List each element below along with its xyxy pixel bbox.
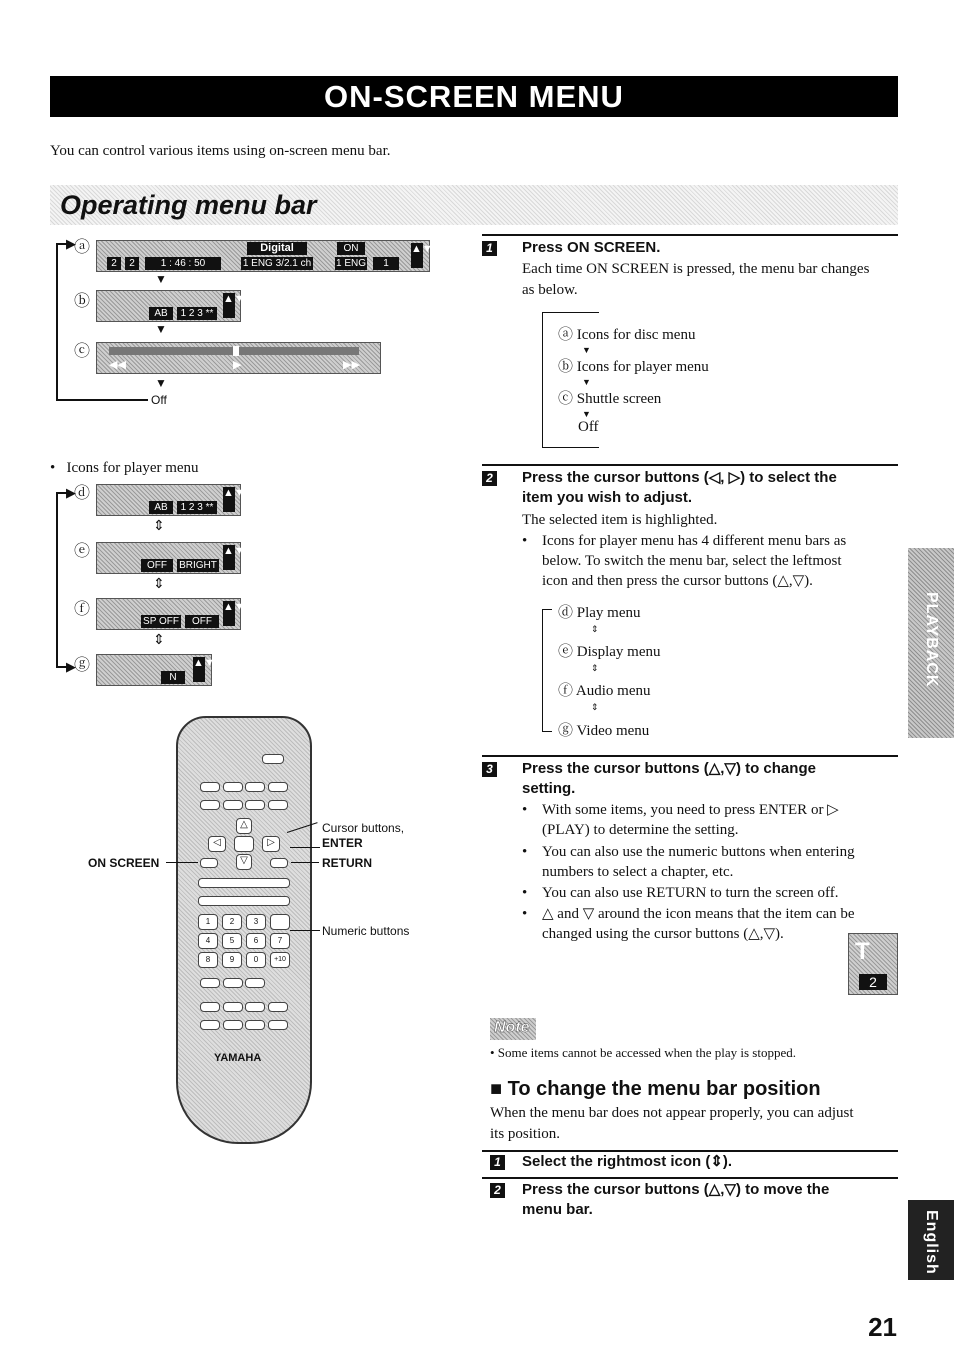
marker-c: ⓒ — [74, 343, 91, 360]
note-text: • Some items cannot be accessed when the play is stopped. — [490, 1045, 797, 1060]
marker-g: ⓖ — [74, 657, 91, 674]
step-title: Press ON SCREEN. — [522, 239, 661, 256]
key-5[interactable]: 5 — [222, 933, 242, 949]
marker-f: ⓕ — [74, 601, 91, 618]
return-button[interactable] — [270, 858, 288, 868]
bullet-text: You can also use RETURN to turn the screen off. — [542, 885, 839, 901]
step-number: 1 — [490, 1155, 505, 1170]
arrow-right-icon: ▶ — [66, 485, 76, 500]
key-3[interactable]: 3 — [246, 914, 266, 930]
sequence-item: ⓐ Icons for disc menu — [558, 323, 695, 344]
cursor-right-button[interactable]: ▷ — [262, 836, 280, 852]
playback-tab: PLAYBACK — [908, 548, 954, 738]
skip-buttons[interactable] — [198, 896, 290, 906]
play-icon: ▶ — [233, 359, 242, 371]
cursor-buttons-label: Cursor buttons, — [322, 821, 405, 835]
step-rule — [482, 234, 898, 236]
arrow-down-icon: ▼ — [155, 322, 167, 336]
bullet-text: changed using the cursor buttons (△,▽). — [542, 926, 784, 942]
updown-arrow-icon: ⇕ — [153, 519, 165, 534]
updown-arrow-icon: ⇕ — [591, 702, 599, 712]
updown-arrow-icon: ⇕ — [153, 577, 165, 592]
step-title: menu bar. — [522, 1201, 593, 1218]
english-tab: English — [908, 1200, 954, 1280]
step-text: Each time ON SCREEN is pressed, the menu bar changes as below. — [522, 261, 870, 298]
key-7[interactable]: 7 — [270, 933, 290, 949]
page-title: ON-SCREEN MENU — [50, 76, 898, 117]
audio-menu-bar: SP OFF OFF ▲▼ — [96, 598, 241, 630]
section-title: Operating menu bar — [60, 190, 317, 220]
bullet-text: icon and then press the cursor buttons (△,▽). — [542, 573, 813, 589]
marker-e: ⓔ — [74, 543, 91, 560]
step-number: 2 — [482, 471, 497, 486]
disc-menu-bar: 2 2 1 : 46 : 50 Digital 1 ENG 3/2.1 ch ON 1 ENG 1 ▲▼ — [96, 240, 430, 272]
bullet-text: below. To switch the menu bar, select the leftmost — [542, 553, 842, 569]
sequence-item: ⓒ Shuttle screen — [558, 387, 661, 408]
step-text: The selected item is highlighted. — [522, 512, 718, 528]
open-close-button[interactable] — [262, 754, 284, 764]
step-rule — [482, 1177, 898, 1179]
cycle-line — [56, 492, 58, 668]
step-title: Press the cursor buttons (△,▽) to change — [522, 760, 816, 777]
marker-d: ⓓ — [74, 485, 91, 502]
sequence-item: ⓓ Play menu — [558, 605, 641, 621]
arrow-down-icon: ▼ — [582, 409, 591, 419]
key-2[interactable]: 2 — [222, 914, 242, 930]
sequence-item: Off — [578, 419, 599, 435]
updown-arrow-icon: ⇕ — [591, 663, 599, 673]
note-label: Note — [494, 1019, 530, 1036]
updown-arrow-icon: ⇕ — [153, 633, 165, 648]
updown-icon: ▲▼ — [223, 293, 235, 318]
sequence-item: ⓖ Video menu — [558, 723, 650, 739]
yamaha-logo: YAMAHA — [214, 1052, 262, 1064]
cursor-down-button[interactable]: ▽ — [236, 854, 252, 870]
arrow-right-icon: ▶ — [66, 659, 76, 674]
key-plus10[interactable]: +10 — [270, 952, 290, 968]
subsection-title: ■ To change the menu bar position — [490, 1078, 821, 1100]
updown-icon: ▲▼ — [411, 243, 423, 268]
bullet-text: numbers to select a chapter, etc. — [542, 864, 734, 880]
cycle-line — [542, 609, 543, 731]
arrow-down-icon: ▼ — [582, 345, 591, 355]
key-8[interactable]: 8 — [198, 952, 218, 968]
play-menu-bar: AB 1 2 3 ** ▲▼ — [96, 484, 241, 516]
cursor-up-button[interactable]: △ — [236, 818, 252, 834]
updown-icon: ▲▼ — [223, 545, 235, 570]
player-menu-bar: AB 1 2 3 ** ▲▼ — [96, 290, 241, 322]
transport-buttons[interactable] — [198, 878, 290, 888]
updown-arrow-icon: ⇕ — [591, 624, 599, 634]
numeric-buttons-label: Numeric buttons — [322, 924, 410, 938]
step-title: Press the cursor buttons (◁, ▷) to select the — [522, 469, 837, 486]
bullet-text: You can also use the numeric buttons when entering — [542, 844, 855, 860]
off-label: Off — [151, 393, 167, 407]
on-screen-button[interactable] — [200, 858, 218, 868]
step-title: item you wish to adjust. — [522, 489, 693, 506]
updown-icon: ▲▼ — [193, 657, 205, 682]
shuttle-position — [233, 346, 239, 356]
disc-icon: T 2 — [848, 933, 898, 995]
bullet-text: △ and ▽ around the icon means that the item can be — [542, 906, 855, 922]
key-9[interactable]: 9 — [222, 952, 242, 968]
updown-icon: ▲▼ — [223, 487, 235, 512]
key-1[interactable]: 1 — [198, 914, 218, 930]
step-title: Press the cursor buttons (△,▽) to move the — [522, 1181, 830, 1198]
on-screen-label: ON SCREEN — [88, 856, 160, 870]
marker-b: ⓑ — [74, 293, 91, 310]
bullet-text: Icons for player menu has 4 different menu bars as — [542, 533, 847, 549]
fast-forward-icon: ▶▶ — [343, 359, 360, 371]
subsection-text: its position. — [490, 1126, 561, 1142]
bullet-text: (PLAY) to determine the setting. — [542, 822, 739, 838]
arrow-down-icon: ▼ — [582, 377, 591, 387]
cursor-left-button[interactable]: ◁ — [208, 836, 226, 852]
arrow-down-icon: ▼ — [155, 376, 167, 390]
intro-text: You can control various items using on-screen menu bar. — [50, 143, 391, 159]
video-menu-bar: N ▲▼ — [96, 654, 212, 686]
sequence-item: ⓑ Icons for player menu — [558, 355, 709, 376]
enter-label: ENTER — [322, 836, 363, 850]
bullet-text: With some items, you need to press ENTER or ▷ — [542, 802, 839, 818]
rewind-icon: ◀◀ — [109, 359, 126, 371]
step-title: Select the rightmost icon (⇕). — [522, 1153, 733, 1170]
step-rule — [482, 755, 898, 757]
sequence-item: ⓔ Display menu — [558, 644, 661, 660]
key-6[interactable]: 6 — [246, 933, 266, 949]
return-label: RETURN — [322, 856, 372, 870]
sequence-item: ⓕ Audio menu — [558, 683, 651, 699]
step-number: 3 — [482, 762, 497, 777]
key-0[interactable]: 0 — [246, 952, 266, 968]
loop-line — [56, 243, 58, 401]
marker-a: ⓐ — [74, 239, 91, 256]
shuttle-screen-bar — [96, 342, 381, 374]
subsection-text: When the menu bar does not appear properly, you can adjust — [490, 1105, 854, 1121]
display-menu-bar: OFF BRIGHT ▲▼ — [96, 542, 241, 574]
arrow-down-icon: ▼ — [155, 272, 167, 286]
player-menu-caption: • Icons for player menu — [50, 460, 199, 476]
step-number: 2 — [490, 1183, 505, 1198]
page-number: 21 — [868, 1312, 897, 1342]
step-title: setting. — [522, 780, 576, 797]
updown-icon: ▲▼ — [223, 601, 235, 626]
step-rule — [482, 464, 898, 466]
step-number: 1 — [482, 241, 497, 256]
key-4[interactable]: 4 — [198, 933, 218, 949]
enter-button[interactable] — [234, 836, 254, 852]
arrow-right-icon: ▶ — [66, 236, 76, 251]
